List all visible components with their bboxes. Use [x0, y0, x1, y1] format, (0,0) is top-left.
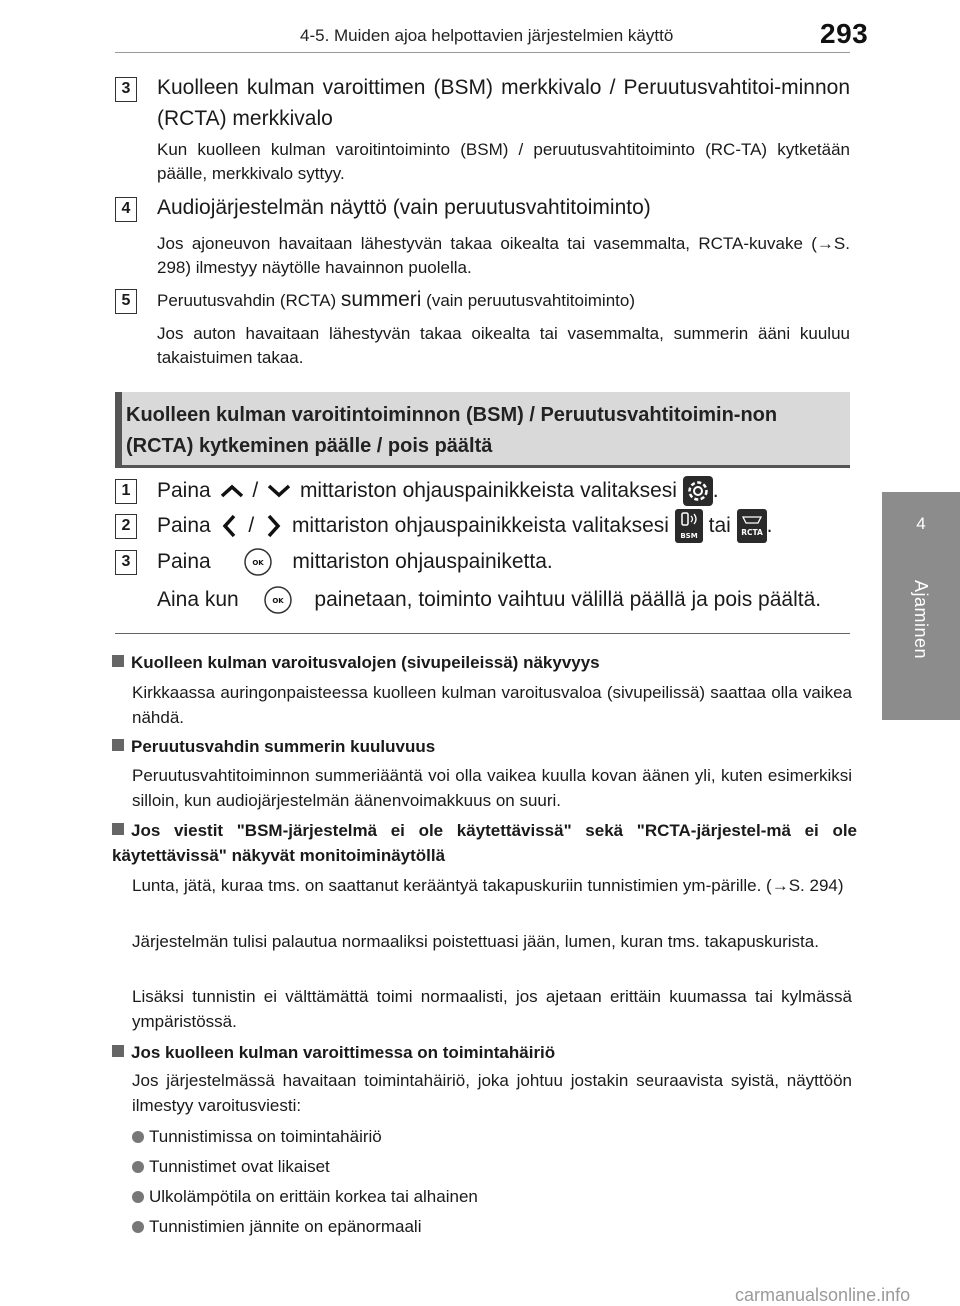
note-heading-text: Jos viestit "BSM-järjestelmä ei ole käytettävissä" sekä "RCTA-järjestel-mä ei ole käytettävissä" näkyvät monitoiminäytöllä [112, 821, 857, 865]
chevron-up-icon [217, 481, 247, 501]
note-heading [112, 1040, 857, 1065]
note-heading-text: Kuolleen kulman varoitusvalojen (sivupeileissä) näkyvyys [131, 653, 600, 672]
step-text-part: mittariston ohjauspainiketta. [292, 550, 553, 573]
note-heading-text: Jos kuolleen kulman varoittimessa on toimintahäiriö [131, 1043, 556, 1062]
section-heading-box [115, 392, 850, 468]
note-body: Peruutusvahtitoiminnon summeriääntä voi olla vaikea kuulla kovan äänen yli, kuten esimerkiksi silloin, kun audiojärjestelmän äänenvoimakkuus on suuri. [132, 766, 852, 810]
list-item-text: Tunnistimien jännite on epänormaali [149, 1217, 422, 1236]
step-text-part: Paina [157, 479, 211, 502]
round-bullet-icon [132, 1221, 144, 1233]
rcta-icon-label: RCTA [740, 528, 763, 538]
chapter-side-tab [882, 492, 960, 720]
page-number: 293 [820, 18, 869, 49]
item-body: Jos ajoneuvon havaitaan lähestyvän takaa oikealta tai vasemmalta, RCTA-kuvake (→S. 298) ilmestyy näytölle havainnon puolella. [157, 234, 850, 277]
step-note [115, 583, 855, 617]
ok-button-icon [245, 584, 309, 616]
step-2 [115, 509, 855, 543]
chevron-down-icon [264, 481, 294, 501]
bsm-indicator-icon [675, 509, 703, 543]
item-title: Audiojärjestelmän näyttö (vain peruutusvahtitoiminto) [157, 196, 651, 219]
chapter-label: Ajaminen [911, 580, 931, 660]
item-title-part: (vain peruutusvahtitoiminto) [421, 291, 635, 310]
step-note-text [157, 583, 821, 617]
step-slash: / [252, 479, 259, 502]
list-item [132, 1214, 852, 1239]
item-title-part: summeri [340, 288, 422, 311]
list-item-text: Tunnistimet ovat likaiset [149, 1157, 330, 1176]
note-heading [112, 818, 857, 868]
step-text-part: mittariston ohjauspainikkeista valitaksesi [291, 514, 669, 537]
item-number: 4 [115, 197, 137, 222]
item-title-part: Peruutusvahdin (RCTA) [157, 291, 341, 310]
legend-item-4 [115, 192, 850, 280]
list-item [132, 1124, 852, 1149]
step-text-part: Paina [157, 514, 211, 537]
note-body: Lunta, jätä, kuraa tms. on saattanut kerääntyä takapuskuriin tunnistimien ym-pärille. (→S. 294) [132, 876, 844, 895]
square-bullet-icon [112, 1045, 124, 1057]
round-bullet-icon [132, 1161, 144, 1173]
square-bullet-icon [112, 655, 124, 667]
step-end: . [766, 514, 773, 537]
round-bullet-icon [132, 1191, 144, 1203]
step-text [157, 474, 719, 508]
step-or: tai [708, 514, 731, 537]
rcta-indicator-icon [737, 509, 767, 543]
step-number: 1 [115, 479, 137, 504]
step-text-part: mittariston ohjauspainikkeista valitaksesi [299, 479, 677, 502]
step-number: 3 [115, 550, 137, 575]
step-note-part: painetaan, toiminto vaihtuu välillä päällä ja pois päältä. [314, 588, 822, 611]
chevron-left-icon [217, 513, 243, 539]
note-heading-text: Peruutusvahdin summerin kuuluvuus [131, 737, 436, 756]
step-slash: / [248, 514, 255, 537]
list-item-text: Tunnistimissa on toimintahäiriö [149, 1127, 382, 1146]
step-end: . [712, 479, 719, 502]
legend-item-3 [115, 72, 850, 190]
note-body: Jos järjestelmässä havaitaan toimintahäiriö, joka johtuu jostakin seuraavista syistä, näyttöön ilmestyy varoitusviesti: [132, 1071, 852, 1115]
item-title: Kuolleen kulman varoittimen (BSM) merkkivalo / Peruutusvahtitoi-minnon (RCTA) merkkivalo [157, 76, 850, 130]
list-item [132, 1154, 852, 1179]
note-body: Lisäksi tunnistin ei välttämättä toimi normaalisti, jos ajetaan erittäin kuumassa tai kylmässä ympäristössä. [132, 987, 852, 1031]
step-3 [115, 545, 855, 579]
step-text [157, 509, 773, 543]
square-bullet-icon [112, 823, 124, 835]
bsm-icon-label: BSM [680, 532, 698, 541]
list-item [132, 1184, 852, 1209]
header-divider [115, 52, 850, 53]
note-body: Kirkkaassa auringonpaisteessa kuolleen kulman varoitusvaloa (sivupeilissä) saattaa olla vaikea nähdä. [132, 683, 852, 727]
list-item-text: Ulkolämpötila on erittäin korkea tai alhainen [149, 1187, 478, 1206]
chapter-number: 4 [916, 514, 926, 533]
item-title [157, 284, 850, 316]
settings-gear-icon [683, 476, 713, 506]
step-number: 2 [115, 514, 137, 539]
round-bullet-icon [132, 1131, 144, 1143]
note-body: Järjestelmän tulisi palautua normaaliksi poistettuasi jään, lumen, kuran tms. takapuskurista. [132, 932, 819, 951]
section-divider [115, 633, 850, 634]
item-body: Kun kuolleen kulman varoitintoiminto (BSM) / peruutusvahtitoiminto (RC-TA) kytketään päälle, merkkivalo syttyy. [157, 140, 850, 183]
step-note-part: Aina kun [157, 588, 239, 611]
note-heading [112, 734, 857, 759]
legend-item-5 [115, 284, 850, 374]
square-bullet-icon [112, 739, 124, 751]
step-text-part: Paina [157, 550, 211, 573]
chevron-right-icon [260, 513, 286, 539]
ok-button-icon [217, 546, 287, 578]
ok-icon-label: OK [251, 559, 264, 568]
note-heading [112, 650, 857, 675]
item-number: 5 [115, 289, 137, 314]
site-watermark: carmanualsonline.info [735, 1285, 911, 1305]
section-title: Kuolleen kulman varoitintoiminnon (BSM) / Peruutusvahtitoimin-non (RCTA) kytkeminen päälle / pois päältä [126, 404, 778, 457]
step-1 [115, 474, 855, 508]
item-number: 3 [115, 77, 137, 102]
ok-icon-label: OK [271, 597, 284, 606]
item-body: Jos auton havaitaan lähestyvän takaa oikealta tai vasemmalta, summerin ääni kuuluu takaistuimen takaa. [157, 324, 850, 367]
running-header: 4-5. Muiden ajoa helpottavien järjestelmien käyttö [300, 26, 674, 45]
step-text [157, 545, 553, 579]
